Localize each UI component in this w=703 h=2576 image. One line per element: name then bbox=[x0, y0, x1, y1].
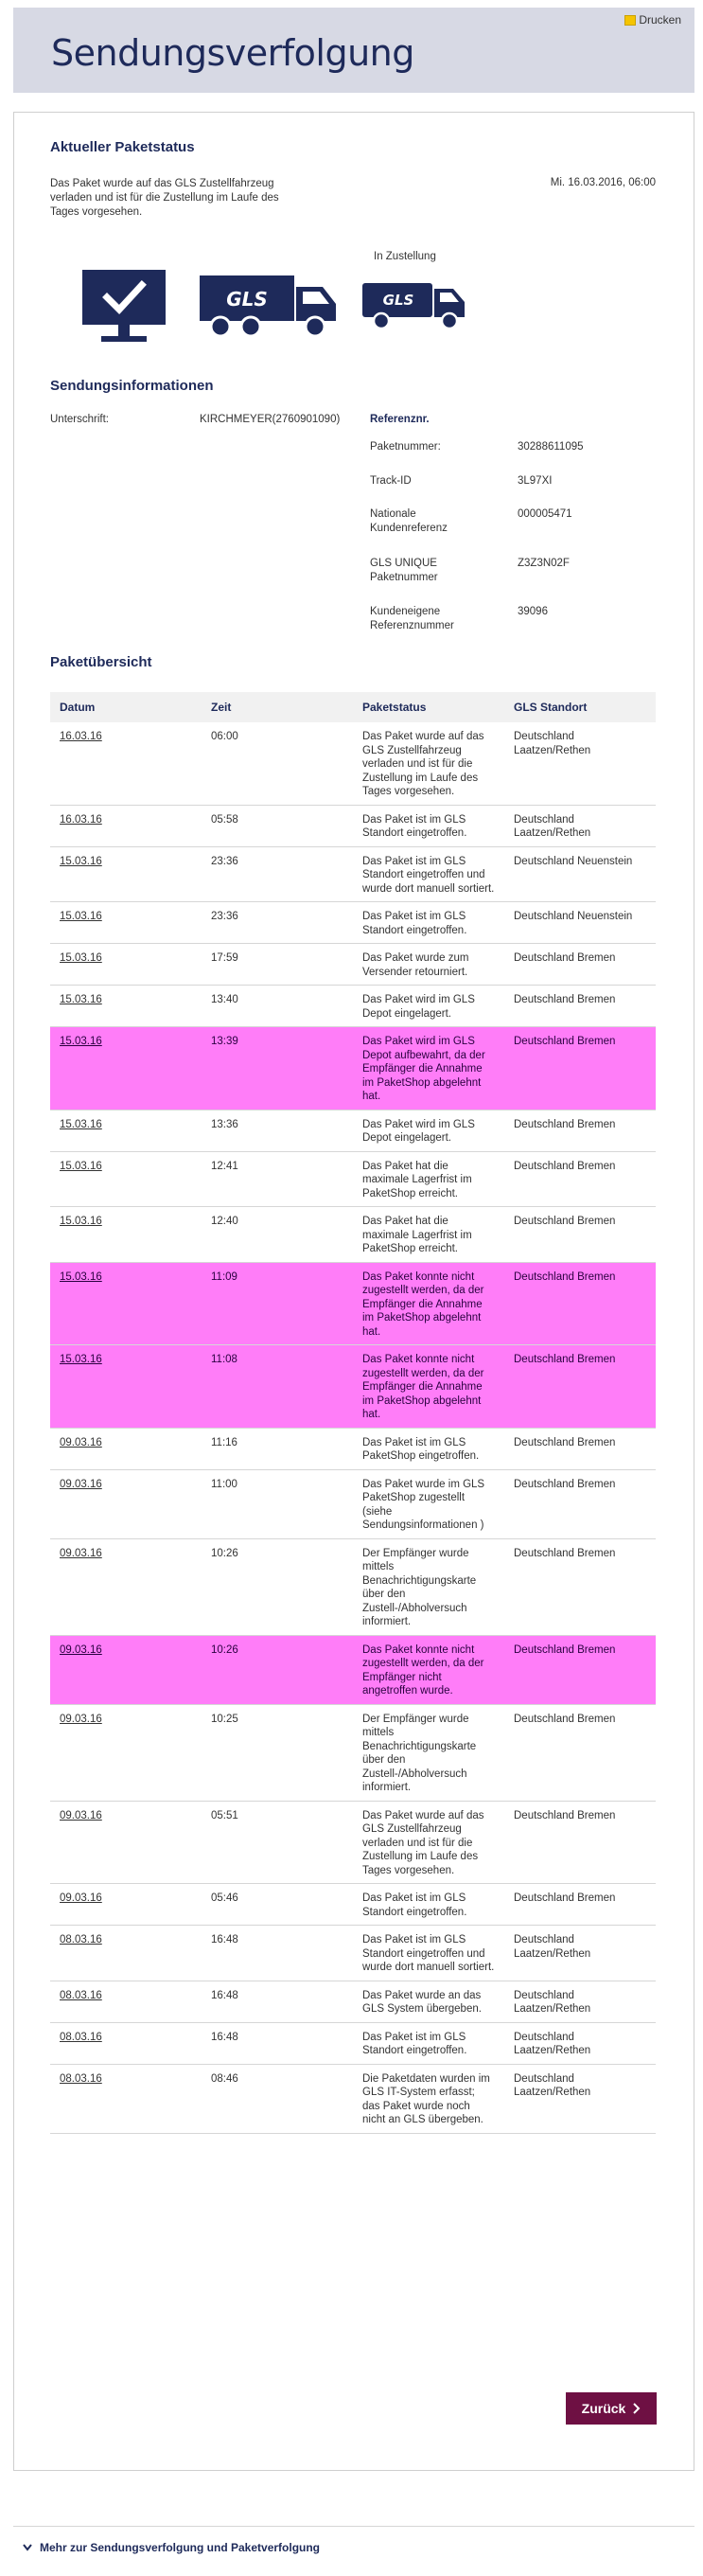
row-date-cell bbox=[50, 1428, 202, 1469]
row-date-cell bbox=[50, 1110, 202, 1151]
row-date-cell bbox=[50, 1151, 202, 1207]
row-status: Das Paket konnte nicht zugestellt werden, da der Empfänger die Annahme im PaketShop abgelehnt hat. bbox=[353, 1345, 504, 1429]
page-header bbox=[13, 8, 694, 93]
status-datetime: Mi. 16.03.2016, 06:00 bbox=[550, 177, 656, 188]
row-status: Das Paket wird im GLS Depot eingelagert. bbox=[353, 986, 504, 1027]
row-location: Deutschland Bremen bbox=[504, 1469, 656, 1538]
table-row bbox=[50, 944, 656, 986]
row-status: Das Paket hat die maximale Lagerfrist im PaketShop erreicht. bbox=[353, 1151, 504, 1207]
row-location: Deutschland Bremen bbox=[504, 1704, 656, 1801]
row-time: 11:00 bbox=[202, 1469, 353, 1538]
col-time: Zeit bbox=[202, 692, 353, 722]
table-row bbox=[50, 1207, 656, 1263]
table-row bbox=[50, 1981, 656, 2022]
print-button[interactable] bbox=[624, 13, 681, 27]
row-time: 16:48 bbox=[202, 1981, 353, 2022]
row-date-cell bbox=[50, 1981, 202, 2022]
signature-label: Unterschrift: bbox=[50, 414, 109, 425]
row-date-cell bbox=[50, 1262, 202, 1345]
row-date-link[interactable]: 09.03.16 bbox=[60, 1713, 102, 1725]
row-time: 05:46 bbox=[202, 1884, 353, 1926]
table-row bbox=[50, 1469, 656, 1538]
row-status: Das Paket ist im GLS Standort eingetroffen und wurde dort manuell sortiert. bbox=[353, 1926, 504, 1981]
row-date-link[interactable]: 09.03.16 bbox=[60, 1809, 102, 1821]
row-time: 16:48 bbox=[202, 1926, 353, 1981]
row-date-link[interactable]: 15.03.16 bbox=[60, 1216, 102, 1227]
row-location: Deutschland Bremen bbox=[504, 1027, 656, 1110]
col-status: Paketstatus bbox=[353, 692, 504, 722]
row-time: 10:25 bbox=[202, 1704, 353, 1801]
row-location: Deutschland Neuenstein bbox=[504, 902, 656, 944]
table-row bbox=[50, 1704, 656, 1801]
row-location: Deutschland Bremen bbox=[504, 1110, 656, 1151]
row-date-cell bbox=[50, 2064, 202, 2133]
row-date-link[interactable]: 15.03.16 bbox=[60, 1036, 102, 1047]
row-status: Das Paket wurde zum Versender retourniert. bbox=[353, 944, 504, 986]
row-location: Deutschland Laatzen/Rethen bbox=[504, 2022, 656, 2064]
table-row bbox=[50, 805, 656, 846]
table-row bbox=[50, 1635, 656, 1704]
row-time: 11:16 bbox=[202, 1428, 353, 1469]
table-row bbox=[50, 1428, 656, 1469]
row-date-cell bbox=[50, 805, 202, 846]
ref-label: Paketnummer: bbox=[370, 441, 441, 453]
row-date-link[interactable]: 15.03.16 bbox=[60, 952, 102, 964]
ref-value: 000005471 bbox=[518, 508, 572, 520]
row-time: 11:08 bbox=[202, 1345, 353, 1429]
small-truck-logo: GLS bbox=[382, 292, 414, 309]
ref-label: GLS UNIQUE Paketnummer bbox=[370, 558, 438, 583]
checkmark-monitor-icon bbox=[79, 268, 169, 349]
row-date-link[interactable]: 16.03.16 bbox=[60, 731, 102, 742]
row-location: Deutschland Neuenstein bbox=[504, 846, 656, 902]
truck-logo: GLS bbox=[226, 288, 268, 311]
chevron-down-icon bbox=[23, 2544, 32, 2551]
row-date-link[interactable]: 15.03.16 bbox=[60, 911, 102, 922]
row-date-cell bbox=[50, 1635, 202, 1704]
row-time: 12:41 bbox=[202, 1151, 353, 1207]
row-date-link[interactable]: 15.03.16 bbox=[60, 1160, 102, 1172]
row-time: 10:26 bbox=[202, 1538, 353, 1635]
table-row bbox=[50, 1926, 656, 1981]
row-time: 05:58 bbox=[202, 805, 353, 846]
table-row bbox=[50, 1262, 656, 1345]
table-row bbox=[50, 2064, 656, 2133]
row-location: Deutschland Bremen bbox=[504, 1884, 656, 1926]
row-status: Das Paket ist im GLS Standort eingetroffen. bbox=[353, 805, 504, 846]
row-time: 23:36 bbox=[202, 846, 353, 902]
tracking-card bbox=[13, 112, 694, 2471]
row-time: 12:40 bbox=[202, 1207, 353, 1263]
row-location: Deutschland Laatzen/Rethen bbox=[504, 1926, 656, 1981]
row-status: Das Paket ist im GLS Standort eingetroffen. bbox=[353, 902, 504, 944]
row-date-link[interactable]: 08.03.16 bbox=[60, 2031, 102, 2043]
row-status: Das Paket wurde an das GLS System übergeben. bbox=[353, 1981, 504, 2022]
row-time: 05:51 bbox=[202, 1801, 353, 1884]
row-date-cell bbox=[50, 1704, 202, 1801]
row-date-cell bbox=[50, 1801, 202, 1884]
row-date-link[interactable]: 08.03.16 bbox=[60, 2072, 102, 2085]
row-status: Das Paket ist im GLS PaketShop eingetroffen. bbox=[353, 1428, 504, 1469]
row-status: Der Empfänger wurde mittels Benachrichtigungskarte über den Zustell-/Abholversuch informiert. bbox=[353, 1704, 504, 1801]
row-time: 10:26 bbox=[202, 1635, 353, 1704]
row-location: Deutschland Bremen bbox=[504, 1151, 656, 1207]
row-location: Deutschland Laatzen/Rethen bbox=[504, 1981, 656, 2022]
ref-value: 39096 bbox=[518, 606, 548, 617]
table-row bbox=[50, 902, 656, 944]
row-date-cell bbox=[50, 944, 202, 986]
row-time: 06:00 bbox=[202, 722, 353, 805]
row-status: Das Paket wurde auf das GLS Zustellfahrzeug verladen und ist für die Zustellung im Laufe des Tages vorgesehen. bbox=[353, 1801, 504, 1884]
row-time: 11:09 bbox=[202, 1262, 353, 1345]
row-location: Deutschland Bremen bbox=[504, 1538, 656, 1635]
row-date-link[interactable]: 08.03.16 bbox=[60, 1934, 102, 1945]
page-title: Sendungsverfolgung bbox=[51, 32, 414, 74]
row-location: Deutschland Bremen bbox=[504, 944, 656, 986]
row-location: Deutschland Bremen bbox=[504, 1345, 656, 1429]
row-date-cell bbox=[50, 1469, 202, 1538]
row-location: Deutschland Laatzen/Rethen bbox=[504, 2064, 656, 2133]
row-status: Das Paket konnte nicht zugestellt werden, da der Empfänger die Annahme im PaketShop abgelehnt hat. bbox=[353, 1262, 504, 1345]
table-row bbox=[50, 1027, 656, 1110]
status-text: Das Paket wurde auf das GLS Zustellfahrzeug verladen und ist für die Zustellung im Laufe des Tages vorgesehen. bbox=[50, 178, 279, 218]
row-location: Deutschland Bremen bbox=[504, 1635, 656, 1704]
ref-label: Track-ID bbox=[370, 475, 412, 487]
ref-label: Kundeneigene Referenznummer bbox=[370, 606, 454, 631]
table-row bbox=[50, 1538, 656, 1635]
table-row bbox=[50, 1345, 656, 1429]
overview-table bbox=[50, 692, 656, 2134]
reference-heading: Referenznr. bbox=[370, 414, 430, 425]
table-row bbox=[50, 1110, 656, 1151]
row-date-cell bbox=[50, 986, 202, 1027]
row-location: Deutschland Bremen bbox=[504, 1801, 656, 1884]
truck-icon bbox=[198, 272, 340, 340]
row-date-link[interactable]: 09.03.16 bbox=[60, 1478, 102, 1490]
col-date: Datum bbox=[50, 692, 202, 722]
row-time: 13:36 bbox=[202, 1110, 353, 1151]
col-location: GLS Standort bbox=[504, 692, 656, 722]
row-location: Deutschland Bremen bbox=[504, 986, 656, 1027]
ref-value: 3L97XI bbox=[518, 475, 553, 487]
row-date-link[interactable]: 09.03.16 bbox=[60, 1892, 102, 1904]
chevron-right-icon bbox=[633, 2403, 641, 2414]
row-time: 13:40 bbox=[202, 986, 353, 1027]
info-heading: Sendungsinformationen bbox=[50, 378, 214, 394]
row-status: Das Paket konnte nicht zugestellt werden, da der Empfänger nicht angetroffen wurde. bbox=[353, 1635, 504, 1704]
print-label: Drucken bbox=[639, 13, 681, 27]
row-time: 16:48 bbox=[202, 2022, 353, 2064]
more-info-link[interactable] bbox=[23, 2541, 320, 2554]
status-heading: Aktueller Paketstatus bbox=[50, 139, 195, 155]
row-status: Der Empfänger wurde mittels Benachrichtigungskarte über den Zustell-/Abholversuch informiert. bbox=[353, 1538, 504, 1635]
back-button[interactable] bbox=[566, 2392, 657, 2425]
row-date-cell bbox=[50, 1538, 202, 1635]
row-status: Das Paket ist im GLS Standort eingetroffen und wurde dort manuell sortiert. bbox=[353, 846, 504, 902]
row-location: Deutschland Laatzen/Rethen bbox=[504, 805, 656, 846]
row-status: Das Paket ist im GLS Standort eingetroffen. bbox=[353, 1884, 504, 1926]
row-time: 23:36 bbox=[202, 902, 353, 944]
row-status: Das Paket hat die maximale Lagerfrist im PaketShop erreicht. bbox=[353, 1207, 504, 1263]
more-info-label: Mehr zur Sendungsverfolgung und Paketverfolgung bbox=[40, 2541, 321, 2554]
row-date-cell bbox=[50, 846, 202, 902]
row-date-cell bbox=[50, 1884, 202, 1926]
row-location: Deutschland Bremen bbox=[504, 1428, 656, 1469]
ref-value: Z3Z3N02F bbox=[518, 558, 570, 569]
print-icon bbox=[624, 15, 636, 26]
row-status: Das Paket wird im GLS Depot aufbewahrt, da der Empfänger die Annahme im PaketShop abgelehnt hat. bbox=[353, 1027, 504, 1110]
table-row bbox=[50, 1884, 656, 1926]
table-row bbox=[50, 1151, 656, 1207]
row-date-cell bbox=[50, 902, 202, 944]
table-header-row bbox=[50, 692, 656, 722]
ref-label: Nationale Kundenreferenz bbox=[370, 508, 448, 534]
row-status: Die Paketdaten wurden im GLS IT-System erfasst; das Paket wurde noch nicht an GLS übergeben. bbox=[353, 2064, 504, 2133]
row-status: Das Paket ist im GLS Standort eingetroffen. bbox=[353, 2022, 504, 2064]
row-date-link[interactable]: 15.03.16 bbox=[60, 855, 102, 867]
table-row bbox=[50, 1801, 656, 1884]
overview-table-body bbox=[50, 722, 656, 2133]
row-time: 13:39 bbox=[202, 1027, 353, 1110]
row-date-link[interactable]: 08.03.16 bbox=[60, 1989, 102, 2001]
overview-heading: Paketübersicht bbox=[50, 654, 152, 670]
small-truck-icon bbox=[360, 274, 468, 330]
row-date-cell bbox=[50, 2022, 202, 2064]
row-status: Das Paket wird im GLS Depot eingelagert. bbox=[353, 1110, 504, 1151]
row-date-cell bbox=[50, 1207, 202, 1263]
table-row bbox=[50, 722, 656, 805]
row-location: Deutschland Bremen bbox=[504, 1262, 656, 1345]
signature-value: KIRCHMEYER(2760901090) bbox=[200, 414, 341, 425]
back-label: Zurück bbox=[581, 2401, 626, 2416]
row-date-link[interactable]: 09.03.16 bbox=[60, 1643, 102, 1656]
table-row bbox=[50, 846, 656, 902]
row-date-link[interactable]: 15.03.16 bbox=[60, 994, 102, 1005]
row-date-link[interactable]: 15.03.16 bbox=[60, 1354, 102, 1365]
row-date-link[interactable]: 09.03.16 bbox=[60, 1547, 102, 1559]
row-date-link[interactable]: 15.03.16 bbox=[60, 1118, 102, 1130]
table-row bbox=[50, 2022, 656, 2064]
ref-value: 30288611095 bbox=[518, 441, 584, 453]
row-date-link[interactable]: 15.03.16 bbox=[60, 1270, 102, 1283]
row-status: Das Paket wurde im GLS PaketShop zugestellt (siehe Sendungsinformationen ) bbox=[353, 1469, 504, 1538]
row-time: 17:59 bbox=[202, 944, 353, 986]
row-date-link[interactable]: 16.03.16 bbox=[60, 813, 102, 826]
footer-divider bbox=[13, 2526, 694, 2527]
row-date-link[interactable]: 09.03.16 bbox=[60, 1436, 102, 1448]
row-time: 08:46 bbox=[202, 2064, 353, 2133]
row-location: Deutschland Bremen bbox=[504, 1207, 656, 1263]
table-row bbox=[50, 986, 656, 1027]
row-location: Deutschland Laatzen/Rethen bbox=[504, 722, 656, 805]
row-date-cell bbox=[50, 722, 202, 805]
row-date-cell bbox=[50, 1345, 202, 1429]
row-status: Das Paket wurde auf das GLS Zustellfahrzeug verladen und ist für die Zustellung im Laufe des Tages vorgesehen. bbox=[353, 722, 504, 805]
in-delivery-label: In Zustellung bbox=[374, 251, 436, 262]
row-date-cell bbox=[50, 1027, 202, 1110]
row-date-cell bbox=[50, 1926, 202, 1981]
